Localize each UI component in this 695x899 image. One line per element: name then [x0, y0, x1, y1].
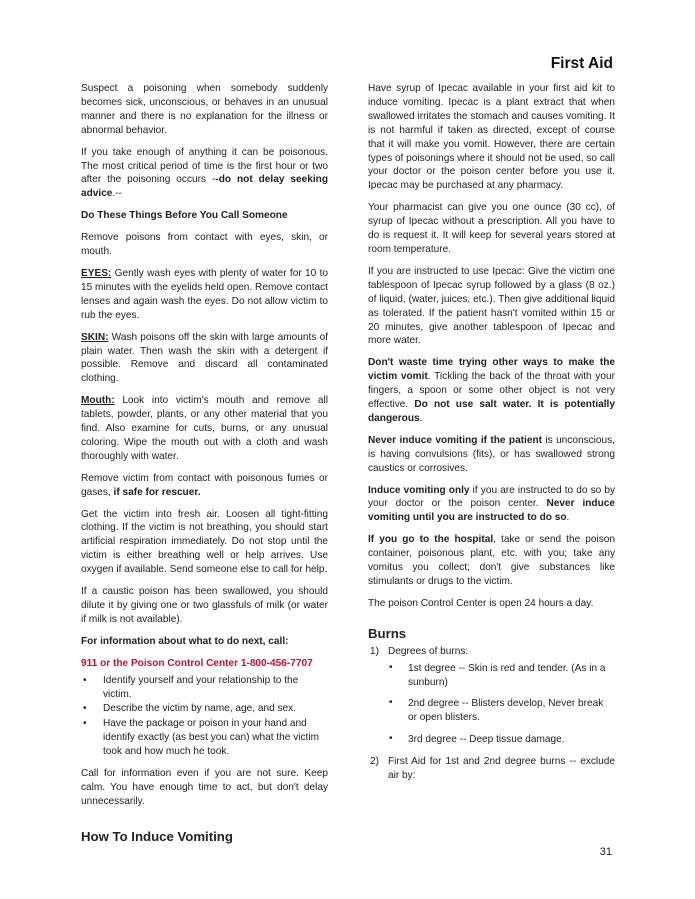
paragraph-instructed: If you are instructed to use Ipecac: Give the victim one tablespoon of Ipecac syrup followed by a glass (8 oz.) of liquid, (water, juices, etc.). Then give additional liquid as tolerated. If the patient hasn't vomited within 15 or 20 minutes, give another tablespoon of Ipecac and more water.	[368, 265, 615, 347]
burns-item-1-number: 1)	[370, 645, 379, 657]
dont-text: . Tickling the back of the throat with your fingers, a spoon or some other object is not very effective.	[368, 371, 615, 411]
poison-control-number: 911 or the Poison Control Center 1-800-456-7707	[81, 657, 313, 669]
critical-tail: .--	[112, 188, 122, 200]
eyes-label: EYES:	[81, 267, 112, 279]
eyes-text: Gently wash eyes with plenty of water for 10 to 15 minutes with the eyelids held open. Remove contact lenses and again wash the eyes. Do not allow victim to rub the eyes.	[81, 267, 328, 321]
fumes-bold: if safe for rescuer.	[113, 486, 201, 498]
paragraph-induce-only	[368, 484, 615, 526]
left-column	[81, 82, 328, 844]
page-number: 31	[599, 846, 612, 858]
burns-heading: Burns	[368, 625, 407, 641]
paragraph-never-induce	[368, 434, 615, 476]
right-column	[368, 82, 615, 786]
paragraph-fresh-air: Get the victim into fresh air. Loosen all tight-fitting clothing. If the victim is not breathing, you should start artificial respiration immediately. Do not stop until the victim is either breathing well or help arrives. Use oxygen if available. Send someone else to call for help.	[81, 508, 328, 576]
induce-vomiting-heading: How To Induce Vomiting	[81, 828, 233, 844]
critical-text: If you take enough of anything it can be poisonous. The most critical period of time is the first hour or two after the poisoning occurs -	[81, 146, 328, 186]
fumes-text: Remove victim from contact with poisonous fumes or gases,	[81, 472, 328, 498]
dont-bold: Don't waste time trying other ways to make the victim vomit	[368, 357, 615, 383]
do-these-things-heading: Do These Things Before You Call Someone	[81, 210, 288, 222]
mouth-text: Look into victim's mouth and remove all tablets, powder, plants, or any other material that you find. Also examine for cuts, burns, or any unusual coloring. Wipe the mouth out with a cloth and wash thoroughly with water.	[81, 395, 328, 462]
page-header-title: First Aid	[550, 55, 613, 72]
only-text: if you are instructed to do so by your doctor or the poison center.	[368, 484, 615, 510]
paragraph-fumes	[81, 472, 328, 500]
dont-tail: .	[419, 412, 423, 424]
only-tail: .	[566, 512, 570, 524]
call-heading: For information about what to do next, call:	[81, 635, 289, 647]
dont-bold-2: Do not use salt water. It is potentially dangerous	[368, 399, 615, 424]
paragraph-ipecac: Have syrup of Ipecac available in your first aid kit to induce vomiting. Ipecac is a plant extract that when swallowed irritates the stomach and causes vomiting. It is not harmful if taken as directed, except of course that it will make you vomit. However, there are certain types of poisonings where it should not be used, so call your doctor or the poison center before you use it. Ipecac may be purchased at any pharmacy.	[368, 83, 615, 192]
list-item: • Identify yourself and your relationship to the victim.	[81, 674, 328, 702]
only-bold: Induce vomiting only	[368, 484, 470, 496]
paragraph-critical-period	[81, 146, 328, 202]
burns-item-1	[368, 645, 615, 659]
skin-text: Wash poisons off the skin with large amounts of plain water. Then wash the skin with a detergent if possible. Remove and discard all contaminated clothing.	[81, 331, 328, 385]
mouth-label: Mouth:	[81, 395, 115, 407]
degree-item: • 3rd degree -- Deep tissue damage.	[368, 733, 615, 747]
paragraph-open-hours: The poison Control Center is open 24 hours a day.	[368, 597, 594, 609]
degree-item: • 2nd degree -- Blisters develop, Never break or open blisters.	[368, 697, 615, 725]
paragraph-suspect: Suspect a poisoning when somebody suddenly becomes sick, unconscious, or behaves in an unusual manner and there is no explanation for the illness or abnormal behavior.	[81, 83, 328, 136]
list-item: • Have the package or poison in your hand and identify exactly (as best you can) what the victim took and how much he took.	[81, 717, 328, 759]
paragraph-dont-waste	[368, 356, 615, 426]
degree-item: • 1st degree -- Skin is red and tender. (As in a sunburn)	[368, 662, 615, 690]
hospital-bold: If you go to the hospital	[368, 534, 494, 546]
paragraph-eyes	[81, 267, 328, 323]
burns-item-2-number: 2)	[370, 756, 379, 768]
paragraph-caustic: If a caustic poison has been swallowed, you should dilute it by giving one or two glassfuls of milk (or water if milk is not available).	[81, 586, 328, 625]
never-bold: Never induce vomiting if the patient	[368, 434, 542, 446]
paragraph-hospital	[368, 533, 615, 589]
paragraph-call-even: Call for information even if you are not sure. Keep calm. You have enough time to act, but don't delay unnecessarily.	[81, 768, 328, 807]
paragraph-pharmacist: Your pharmacist can give you one ounce (30 cc), of syrup of Ipecac without a prescription. All you have to do is request it. It will keep for several years stored at room temperature.	[368, 202, 615, 255]
only-bold-2: Never induce vomiting until you are instructed to do so	[368, 498, 615, 524]
skin-label: SKIN:	[81, 331, 109, 343]
paragraph-remove-poisons: Remove poisons from contact with eyes, skin, or mouth.	[81, 232, 328, 258]
burns-item-2-text: First Aid for 1st and 2nd degree burns -- exclude air by:	[388, 756, 615, 782]
call-bullet-list	[81, 674, 328, 759]
never-text: is unconscious, is having convulsions (fits), or has swallowed strong caustics or corrosives.	[368, 434, 615, 474]
paragraph-mouth	[81, 394, 328, 464]
burns-item-2	[368, 755, 615, 783]
burns-item-1-text: Degrees of burns:	[388, 645, 469, 657]
paragraph-skin	[81, 331, 328, 387]
hospital-text: , take or send the poison container, poisonous plant, etc. with you; take any vomitus you collect; don't give substances like stimulants or drugs to the victim.	[368, 534, 615, 587]
critical-bold: -do not delay seeking advice	[81, 174, 328, 200]
list-item: • Describe the victim by name, age, and sex.	[81, 702, 328, 716]
